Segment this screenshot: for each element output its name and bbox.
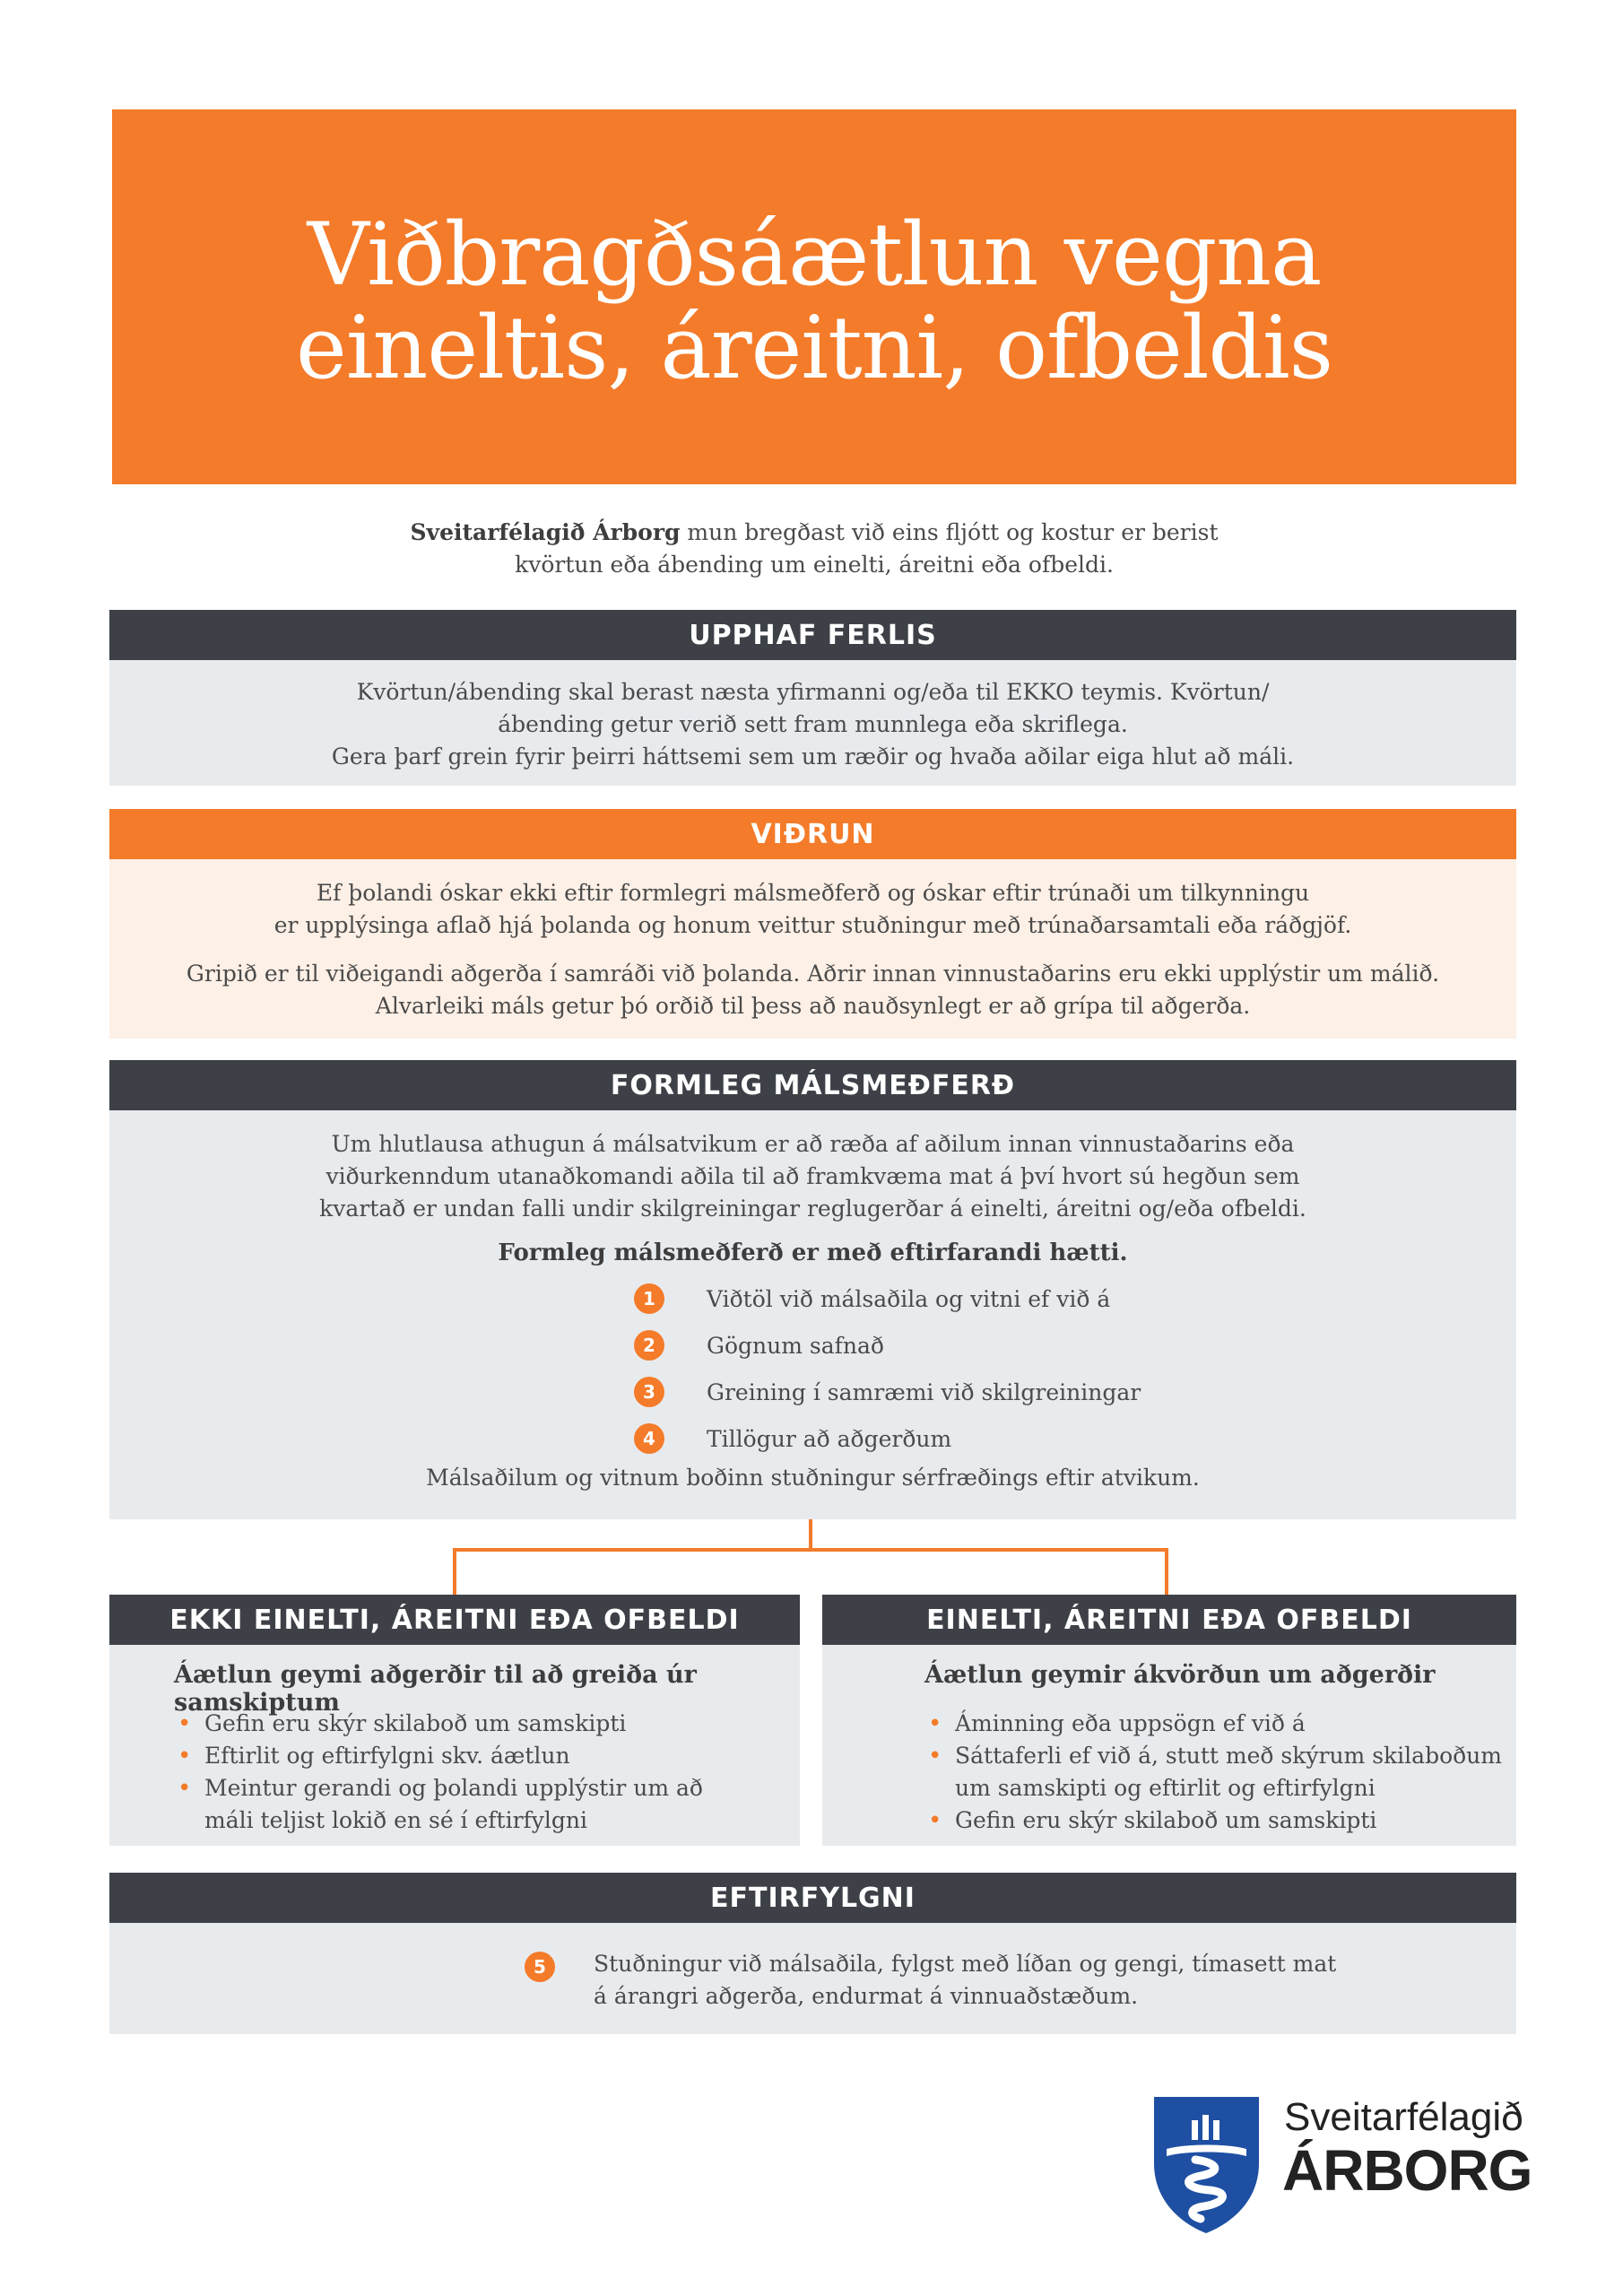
step-label: Tillögur að aðgerðum <box>707 1425 952 1452</box>
formleg-step <box>634 1327 884 1363</box>
einelti-bullet <box>926 1740 1502 1805</box>
section-header-eftirfylgni-label: EFTIRFYLGNI <box>710 1882 916 1914</box>
formleg-step <box>634 1281 1110 1317</box>
eftirfylgni-line-2: á árangri aðgerða, endurmat á vinnuaðstæðum. <box>594 1983 1139 2009</box>
vidrun-para-1 <box>109 859 1516 942</box>
ekki-bullet <box>176 1772 703 1837</box>
einelti-bullet: • Áminning eða uppsögn ef við á <box>926 1708 1502 1740</box>
formleg-footer: Málsaðilum og vitnum boðinn stuðningur sérfræðings eftir atvikum. <box>426 1465 1200 1491</box>
section-header-einelti-label: EINELTI, ÁREITNI EÐA OFBELDI <box>926 1604 1412 1636</box>
section-panel-upphaf <box>109 660 1516 786</box>
section-panel-eftirfylgni <box>109 1923 1516 2034</box>
eftirfylgni-line-1: Stuðningur við málsaðila, fylgst með líðan og gengi, tímasett mat <box>594 1951 1337 1977</box>
intro-line-2: kvörtun eða ábending um einelti, áreitni eða ofbeldi. <box>515 552 1114 578</box>
intro-text <box>112 517 1516 581</box>
formleg-intro-line: Um hlutlausa athugun á málsatvikum er að ræða af aðilum innan vinnustaðarins eða <box>331 1131 1295 1157</box>
section-panel-ekki-einelti <box>109 1645 800 1846</box>
arborg-crest-icon <box>1150 2093 1263 2237</box>
ekki-title: Áætlun geymi aðgerðir til að greiða úr samskiptum <box>174 1661 697 1717</box>
section-header-vidrun-label: VIÐRUN <box>751 818 875 850</box>
step-number-badge: 2 <box>634 1330 664 1361</box>
vidrun-line: Ef þolandi óskar ekki eftir formlegri málsmeðferð og óskar eftir trúnaði um tilkynningu <box>316 880 1310 906</box>
upphaf-line: Kvörtun/ábending skal berast næsta yfirmanni og/eða til EKKO teymis. Kvörtun/ <box>356 679 1270 705</box>
vidrun-line: Alvarleiki máls getur þó orðið til þess að nauðsynlegt er að grípa til aðgerða. <box>375 993 1251 1019</box>
ekki-bullet: • Gefin eru skýr skilaboð um samskipti <box>176 1708 703 1740</box>
ekki-bullet-list <box>176 1708 703 1837</box>
intro-org-name: Sveitarfélagið Árborg <box>410 519 681 545</box>
step-number-badge: 3 <box>634 1377 664 1407</box>
logo-line-2: ÁRBORG <box>1282 2138 1532 2203</box>
connector-vertical-right <box>1165 1548 1168 1595</box>
page-title <box>112 204 1516 398</box>
eftirfylgni-text <box>594 1948 1336 2013</box>
section-header-formleg <box>109 1060 1516 1110</box>
section-header-upphaf-label: UPPHAF FERLIS <box>689 619 937 651</box>
section-header-ekki-label: EKKI EINELTI, ÁREITNI EÐA OFBELDI <box>169 1604 740 1636</box>
vidrun-para-2 <box>109 942 1516 1022</box>
ekki-bullet: • Eftirlit og eftirfylgni skv. áætlun <box>176 1740 703 1772</box>
upphaf-line: ábending getur verið sett fram munnlega eða skriflega. <box>498 711 1128 737</box>
einelti-title: Áætlun geymir ákvörðun um aðgerðir <box>924 1661 1436 1689</box>
section-header-einelti <box>822 1595 1516 1645</box>
connector-horizontal <box>453 1548 1168 1552</box>
ekki-bullet-text-cont: máli teljist lokið en sé í eftirfylgni <box>204 1807 588 1833</box>
section-header-vidrun <box>109 809 1516 859</box>
title-line-1: Viðbragðsáætlun vegna <box>307 204 1322 305</box>
formleg-intro-line: viðurkenndum utanaðkomandi aðila til að framkvæma mat á því hvort sú hegðun sem <box>325 1163 1300 1189</box>
intro-line-1: mun bregðast við eins fljótt og kostur er berist <box>680 519 1219 545</box>
ekki-bullet-text: Meintur gerandi og þolandi upplýstir um að <box>204 1775 703 1801</box>
step-label: Greining í samræmi við skilgreiningar <box>707 1378 1141 1405</box>
step-label: Viðtöl við málsaðila og vitni ef við á <box>707 1285 1111 1312</box>
section-header-formleg-label: FORMLEG MÁLSMEÐFERÐ <box>610 1069 1016 1101</box>
step-number-badge: 4 <box>634 1423 664 1454</box>
title-line-2: eineltis, áreitni, ofbeldis <box>296 298 1332 398</box>
formleg-intro-line: kvartað er undan falli undir skilgreiningar reglugerðar á einelti, áreitni og/eða ofbeldi. <box>319 1196 1306 1222</box>
formleg-step <box>634 1421 951 1457</box>
connector-vertical-main <box>809 1519 812 1552</box>
upphaf-text <box>109 660 1516 773</box>
title-banner <box>112 109 1516 484</box>
section-header-ekki-einelti <box>109 1595 800 1645</box>
step-label: Gögnum safnað <box>707 1332 884 1359</box>
step-number-badge: 5 <box>525 1952 555 1982</box>
einelti-bullet-text-cont: um samskipti og eftirlit og eftirfylgni <box>955 1775 1376 1801</box>
connector-vertical-left <box>453 1548 456 1595</box>
section-panel-einelti <box>822 1645 1516 1846</box>
einelti-bullet-text: Sáttaferli ef við á, stutt með skýrum skilaboðum <box>955 1743 1502 1769</box>
section-panel-formleg <box>109 1110 1516 1519</box>
formleg-step <box>634 1374 1141 1410</box>
vidrun-line: er upplýsinga aflað hjá þolanda og honum veittur stuðningur með trúnaðarsamtali eða ráðgjöf. <box>273 912 1352 938</box>
formleg-subtitle: Formleg málsmeðferð er með eftirfarandi hætti. <box>498 1239 1128 1266</box>
section-header-eftirfylgni <box>109 1873 1516 1923</box>
upphaf-line: Gera þarf grein fyrir þeirri háttsemi sem um ræðir og hvaða aðilar eiga hlut að máli. <box>331 744 1295 770</box>
step-number-badge: 1 <box>634 1283 664 1314</box>
einelti-bullet: • Gefin eru skýr skilaboð um samskipti <box>926 1805 1502 1837</box>
einelti-bullet-list <box>926 1708 1502 1837</box>
vidrun-line: Gripið er til viðeigandi aðgerða í samráði við þolanda. Aðrir innan vinnustaðarins eru ekki upplýstir um málið. <box>186 961 1440 987</box>
logo-line-1: Sveitarfélagið <box>1284 2095 1523 2139</box>
section-panel-vidrun <box>109 859 1516 1039</box>
formleg-intro <box>109 1110 1516 1225</box>
section-header-upphaf <box>109 610 1516 660</box>
